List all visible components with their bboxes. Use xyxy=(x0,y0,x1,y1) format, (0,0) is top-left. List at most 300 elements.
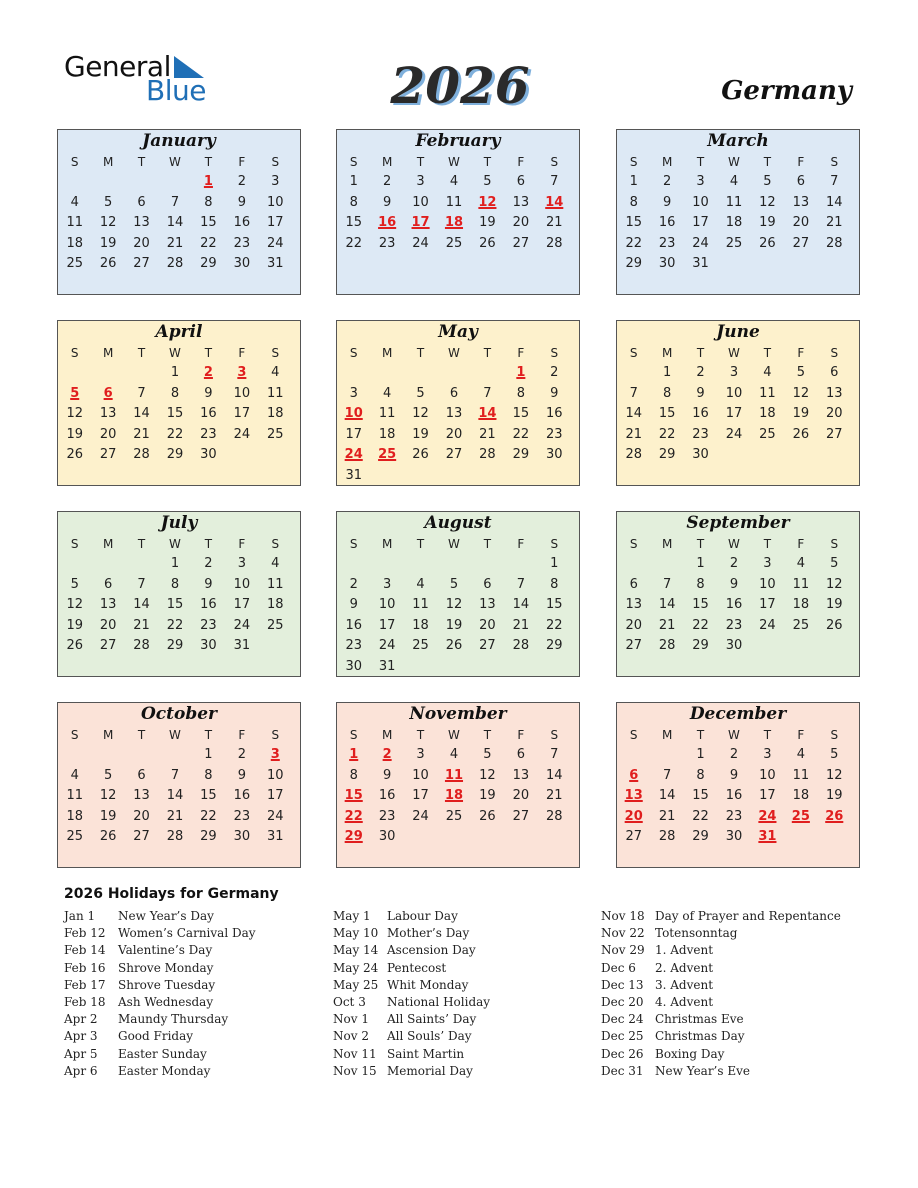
month-day-grid xyxy=(337,534,579,677)
holiday-row xyxy=(333,977,490,994)
day-cell: 8 xyxy=(516,385,525,401)
month-october xyxy=(57,702,301,868)
day-cell: 15 xyxy=(546,597,563,612)
day-cell: 25 xyxy=(445,235,463,251)
day-cell: 26 xyxy=(792,426,810,442)
day-cell: 2 xyxy=(696,365,705,380)
day-cell: 7 xyxy=(137,385,146,401)
day-cell: 12 xyxy=(445,597,463,612)
day-cell: 4 xyxy=(271,556,280,571)
day-cell: 12 xyxy=(479,767,496,783)
day-cell: 15 xyxy=(200,215,217,230)
holiday-row xyxy=(333,1046,490,1063)
day-cell: 3 xyxy=(696,174,705,189)
day-cell: 20 xyxy=(826,406,843,421)
day-cell: 25 xyxy=(267,617,284,633)
day-cell: 27 xyxy=(99,447,117,462)
weekday-header: F xyxy=(238,346,246,360)
empty-cell xyxy=(58,554,91,575)
day-cell: 22 xyxy=(658,426,676,442)
day-cell: 4 xyxy=(449,174,459,189)
holiday-date: May 25 xyxy=(333,977,379,992)
month-may xyxy=(336,320,580,486)
holiday-day-cell: 26 xyxy=(825,808,844,824)
day-cell: 20 xyxy=(445,426,463,442)
day-cell: 9 xyxy=(349,597,358,612)
day-cell: 19 xyxy=(759,215,776,230)
day-cell: 23 xyxy=(658,235,676,251)
empty-cell xyxy=(91,363,124,384)
day-cell: 6 xyxy=(449,385,459,401)
weekday-header: S xyxy=(271,155,280,169)
day-cell: 30 xyxy=(345,658,362,674)
day-cell: 9 xyxy=(550,385,559,401)
holiday-day-cell: 16 xyxy=(378,215,397,230)
month-february xyxy=(336,129,580,295)
day-cell: 16 xyxy=(233,215,251,230)
holiday-date: Nov 15 xyxy=(333,1063,377,1078)
holiday-row xyxy=(333,960,490,977)
day-cell: 8 xyxy=(349,767,358,783)
month-day-grid xyxy=(58,534,300,657)
holiday-name: Memorial Day xyxy=(387,1063,473,1078)
day-cell: 14 xyxy=(658,597,676,612)
day-cell: 1 xyxy=(696,556,705,571)
weekday-header: F xyxy=(517,537,525,551)
holiday-date: Nov 2 xyxy=(333,1029,369,1044)
holiday-date: May 10 xyxy=(333,926,379,941)
day-cell: 7 xyxy=(830,174,839,189)
day-cell: 10 xyxy=(725,385,743,401)
day-cell: 29 xyxy=(512,447,530,462)
holiday-column xyxy=(64,908,256,1080)
empty-cell xyxy=(158,745,191,766)
weekday-header: F xyxy=(517,346,525,360)
day-cell: 10 xyxy=(233,385,251,401)
day-cell: 24 xyxy=(412,808,429,824)
weekday-header: W xyxy=(448,346,460,360)
holiday-row xyxy=(601,925,841,942)
holiday-day-cell: 1 xyxy=(349,747,359,762)
month-title: July xyxy=(160,513,198,533)
holiday-date: Dec 25 xyxy=(601,1029,644,1044)
holiday-day-cell: 14 xyxy=(478,406,497,421)
day-cell: 17 xyxy=(759,597,776,612)
weekday-header: T xyxy=(204,537,213,551)
day-cell: 4 xyxy=(796,747,805,762)
day-cell: 29 xyxy=(658,447,676,462)
empty-cell xyxy=(125,172,158,193)
empty-cell xyxy=(58,745,91,766)
day-cell: 20 xyxy=(792,215,810,230)
holiday-row xyxy=(64,960,256,977)
weekday-header: T xyxy=(696,728,705,742)
day-cell: 23 xyxy=(725,808,743,824)
day-cell: 31 xyxy=(267,256,284,271)
weekday-header: M xyxy=(381,155,393,169)
month-day-grid xyxy=(58,152,300,275)
holiday-column xyxy=(601,908,841,1080)
day-cell: 18 xyxy=(66,808,83,824)
day-cell: 15 xyxy=(625,215,642,230)
day-cell: 14 xyxy=(826,194,843,210)
day-cell: 22 xyxy=(692,617,709,633)
weekday-header: S xyxy=(70,728,79,742)
day-cell: 20 xyxy=(512,215,530,230)
holiday-date: Nov 11 xyxy=(333,1046,377,1061)
day-cell: 27 xyxy=(826,426,843,442)
month-july xyxy=(57,511,301,677)
holiday-row xyxy=(601,1011,841,1028)
day-cell: 15 xyxy=(200,788,217,803)
day-cell: 7 xyxy=(170,194,180,210)
day-cell: 21 xyxy=(546,788,563,803)
holiday-day-cell: 1 xyxy=(516,365,526,380)
day-cell: 16 xyxy=(658,215,676,230)
holiday-row xyxy=(64,994,256,1011)
day-cell: 10 xyxy=(412,194,429,210)
empty-cell xyxy=(617,554,650,575)
day-cell: 29 xyxy=(200,256,217,271)
day-cell: 2 xyxy=(662,174,672,189)
day-cell: 26 xyxy=(66,447,83,462)
holiday-name: New Year’s Eve xyxy=(655,1063,750,1078)
day-cell: 12 xyxy=(66,406,83,421)
day-cell: 13 xyxy=(792,194,810,210)
holiday-day-cell: 18 xyxy=(444,215,464,230)
holiday-day-cell: 25 xyxy=(791,808,810,824)
day-cell: 2 xyxy=(729,747,739,762)
day-cell: 22 xyxy=(166,426,184,442)
holiday-date: Dec 13 xyxy=(601,977,644,992)
day-cell: 14 xyxy=(133,597,150,612)
weekday-header: W xyxy=(169,155,181,169)
day-cell: 4 xyxy=(729,174,739,189)
day-cell: 11 xyxy=(792,767,810,783)
day-cell: 28 xyxy=(658,638,676,653)
empty-cell xyxy=(370,554,403,575)
holiday-row xyxy=(64,1028,256,1045)
day-cell: 3 xyxy=(763,747,772,762)
weekday-header: F xyxy=(797,537,805,551)
day-cell: 18 xyxy=(792,597,810,612)
holiday-row xyxy=(64,1011,256,1028)
day-cell: 21 xyxy=(625,426,642,442)
holiday-name: Christmas Day xyxy=(655,1029,745,1044)
month-title: February xyxy=(415,131,501,151)
month-january xyxy=(57,129,301,295)
day-cell: 2 xyxy=(237,747,246,762)
day-cell: 6 xyxy=(516,747,525,762)
holiday-day-cell: 14 xyxy=(545,194,564,210)
day-cell: 17 xyxy=(267,788,284,803)
day-cell: 22 xyxy=(512,426,530,442)
month-title: October xyxy=(140,704,217,724)
day-cell: 5 xyxy=(70,576,79,592)
holiday-name: 1. Advent xyxy=(655,943,714,958)
day-cell: 27 xyxy=(133,256,150,271)
day-cell: 18 xyxy=(66,235,83,251)
day-cell: 19 xyxy=(826,788,843,803)
day-cell: 23 xyxy=(378,235,396,251)
holiday-name: Valentine’s Day xyxy=(118,943,213,958)
holiday-date: Apr 2 xyxy=(64,1012,98,1027)
day-cell: 5 xyxy=(796,365,805,380)
day-cell: 9 xyxy=(729,576,739,592)
empty-cell xyxy=(58,363,91,384)
day-cell: 18 xyxy=(267,406,284,421)
month-april xyxy=(57,320,301,486)
day-cell: 29 xyxy=(166,447,184,462)
holiday-name: Easter Sunday xyxy=(118,1046,207,1061)
day-cell: 29 xyxy=(546,638,563,653)
calendar-year: 2026 xyxy=(390,56,530,115)
holiday-day-cell: 6 xyxy=(629,767,639,783)
weekday-header: F xyxy=(797,155,805,169)
day-cell: 15 xyxy=(166,597,184,612)
holiday-day-cell: 18 xyxy=(444,788,464,803)
weekday-header: M xyxy=(102,537,114,551)
day-cell: 3 xyxy=(237,556,246,571)
holiday-day-cell: 13 xyxy=(624,788,643,803)
month-title: May xyxy=(438,322,478,342)
day-cell: 24 xyxy=(267,808,284,824)
day-cell: 12 xyxy=(759,194,776,210)
holiday-date: Dec 20 xyxy=(601,994,644,1009)
holiday-row xyxy=(64,942,256,959)
day-cell: 16 xyxy=(200,406,217,421)
day-cell: 30 xyxy=(658,256,676,271)
empty-cell xyxy=(617,363,650,384)
day-cell: 25 xyxy=(759,426,776,442)
holiday-day-cell: 10 xyxy=(344,406,363,421)
day-cell: 28 xyxy=(133,638,150,653)
day-cell: 10 xyxy=(412,767,429,783)
day-cell: 30 xyxy=(200,638,217,653)
holiday-name: Shrove Tuesday xyxy=(118,977,216,992)
day-cell: 29 xyxy=(166,638,184,653)
empty-cell xyxy=(437,363,470,384)
day-cell: 2 xyxy=(349,576,358,592)
holiday-row xyxy=(64,925,256,942)
day-cell: 14 xyxy=(658,788,676,803)
holiday-row xyxy=(333,925,490,942)
day-cell: 23 xyxy=(233,808,251,824)
weekday-header: T xyxy=(416,346,425,360)
day-cell: 1 xyxy=(662,365,672,380)
empty-cell xyxy=(617,745,650,766)
day-cell: 21 xyxy=(658,808,676,824)
day-cell: 19 xyxy=(99,808,117,824)
weekday-header: M xyxy=(381,728,393,742)
day-cell: 20 xyxy=(99,617,117,633)
weekday-header: S xyxy=(349,346,358,360)
weekday-header: W xyxy=(169,537,181,551)
holiday-date: Apr 6 xyxy=(64,1063,98,1078)
day-cell: 3 xyxy=(729,365,739,380)
day-cell: 26 xyxy=(99,829,117,844)
holiday-day-cell: 1 xyxy=(203,174,213,189)
empty-cell xyxy=(437,554,470,575)
day-cell: 15 xyxy=(166,406,184,421)
day-cell: 19 xyxy=(792,406,810,421)
holiday-row xyxy=(64,977,256,994)
weekday-header: S xyxy=(70,537,79,551)
holiday-date: Feb 17 xyxy=(64,977,106,992)
day-cell: 25 xyxy=(725,235,743,251)
day-cell: 13 xyxy=(99,406,117,421)
empty-cell xyxy=(504,554,537,575)
day-cell: 27 xyxy=(133,829,150,844)
month-august xyxy=(336,511,580,677)
day-cell: 18 xyxy=(759,406,776,421)
day-cell: 27 xyxy=(792,235,810,251)
day-cell: 10 xyxy=(759,576,776,592)
weekday-header: M xyxy=(661,537,673,551)
day-cell: 4 xyxy=(763,365,772,380)
day-cell: 7 xyxy=(516,576,525,592)
day-cell: 24 xyxy=(725,426,743,442)
weekday-header: T xyxy=(137,155,146,169)
day-cell: 20 xyxy=(133,235,150,251)
day-cell: 26 xyxy=(66,638,83,653)
day-cell: 21 xyxy=(479,426,496,442)
day-cell: 1 xyxy=(349,174,358,189)
day-cell: 2 xyxy=(550,365,559,380)
holiday-row xyxy=(64,908,256,925)
day-cell: 5 xyxy=(830,556,839,571)
day-cell: 9 xyxy=(204,576,213,592)
day-cell: 6 xyxy=(137,767,146,783)
day-cell: 11 xyxy=(792,576,810,592)
day-cell: 16 xyxy=(546,406,563,421)
weekday-header: M xyxy=(661,346,673,360)
day-cell: 25 xyxy=(445,808,463,824)
day-cell: 28 xyxy=(658,829,676,844)
day-cell: 11 xyxy=(66,788,83,803)
month-november xyxy=(336,702,580,868)
holiday-date: Dec 31 xyxy=(601,1063,644,1078)
holiday-name: Totensonntag xyxy=(655,926,738,941)
day-cell: 27 xyxy=(99,638,117,653)
holiday-row xyxy=(333,1028,490,1045)
holiday-row xyxy=(333,908,490,925)
day-cell: 8 xyxy=(550,576,559,592)
day-cell: 16 xyxy=(345,617,362,633)
day-cell: 19 xyxy=(412,426,429,442)
day-cell: 28 xyxy=(826,235,843,251)
day-cell: 7 xyxy=(662,576,672,592)
empty-cell xyxy=(650,554,683,575)
day-cell: 11 xyxy=(267,576,284,592)
day-cell: 23 xyxy=(200,426,217,442)
day-cell: 25 xyxy=(267,426,284,442)
weekday-header: T xyxy=(204,728,213,742)
month-title: January xyxy=(142,131,216,151)
day-cell: 21 xyxy=(133,426,150,442)
day-cell: 30 xyxy=(233,256,251,271)
day-cell: 19 xyxy=(99,235,117,251)
day-cell: 31 xyxy=(378,658,396,674)
day-cell: 4 xyxy=(449,747,459,762)
weekday-header: S xyxy=(629,537,638,551)
day-cell: 13 xyxy=(625,597,642,612)
holiday-day-cell: 22 xyxy=(344,808,363,824)
holiday-row xyxy=(601,1028,841,1045)
day-cell: 4 xyxy=(382,385,392,401)
weekday-header: T xyxy=(763,155,772,169)
day-cell: 9 xyxy=(382,194,392,210)
holiday-name: Labour Day xyxy=(387,909,458,923)
day-cell: 8 xyxy=(696,576,705,592)
weekday-header: F xyxy=(517,155,525,169)
day-cell: 30 xyxy=(200,447,217,462)
day-cell: 30 xyxy=(725,829,743,844)
day-cell: 28 xyxy=(166,256,184,271)
weekday-header: T xyxy=(416,155,425,169)
weekday-header: F xyxy=(797,346,805,360)
weekday-header: S xyxy=(349,728,358,742)
day-cell: 24 xyxy=(233,426,251,442)
weekday-header: W xyxy=(728,537,740,551)
weekday-header: M xyxy=(102,728,114,742)
holiday-date: Feb 18 xyxy=(64,994,106,1009)
holiday-name: Easter Monday xyxy=(118,1063,211,1078)
weekday-header: W xyxy=(448,537,460,551)
day-cell: 17 xyxy=(345,426,362,442)
day-cell: 7 xyxy=(629,385,638,401)
day-cell: 8 xyxy=(204,767,213,783)
day-cell: 4 xyxy=(70,767,79,783)
day-cell: 28 xyxy=(625,447,642,462)
day-cell: 10 xyxy=(759,767,776,783)
weekday-header: T xyxy=(416,728,425,742)
day-cell: 6 xyxy=(137,194,146,210)
holiday-row xyxy=(601,977,841,994)
holiday-date: Nov 18 xyxy=(601,909,645,923)
month-title: September xyxy=(686,513,790,533)
day-cell: 28 xyxy=(512,638,530,653)
day-cell: 19 xyxy=(479,215,496,230)
weekday-header: W xyxy=(169,346,181,360)
month-day-grid xyxy=(337,725,579,848)
month-december xyxy=(616,702,860,868)
day-cell: 12 xyxy=(99,215,117,230)
holiday-date: Apr 5 xyxy=(64,1046,98,1061)
weekday-header: M xyxy=(381,346,393,360)
holiday-day-cell: 3 xyxy=(270,747,280,762)
weekday-header: S xyxy=(629,346,638,360)
day-cell: 14 xyxy=(133,406,150,421)
day-cell: 3 xyxy=(763,556,772,571)
day-cell: 25 xyxy=(792,617,810,633)
day-cell: 9 xyxy=(237,194,246,210)
day-cell: 3 xyxy=(271,174,280,189)
weekday-header: T xyxy=(696,155,705,169)
day-cell: 1 xyxy=(204,747,213,762)
day-cell: 30 xyxy=(725,638,743,653)
day-cell: 13 xyxy=(133,788,150,803)
day-cell: 10 xyxy=(267,767,284,783)
weekday-header: W xyxy=(448,728,460,742)
holiday-row xyxy=(64,1063,256,1080)
day-cell: 2 xyxy=(729,556,739,571)
day-cell: 10 xyxy=(233,576,251,592)
holiday-day-cell: 2 xyxy=(382,747,392,762)
holiday-name: 4. Advent xyxy=(655,994,714,1009)
day-cell: 29 xyxy=(200,829,217,844)
day-cell: 17 xyxy=(759,788,776,803)
